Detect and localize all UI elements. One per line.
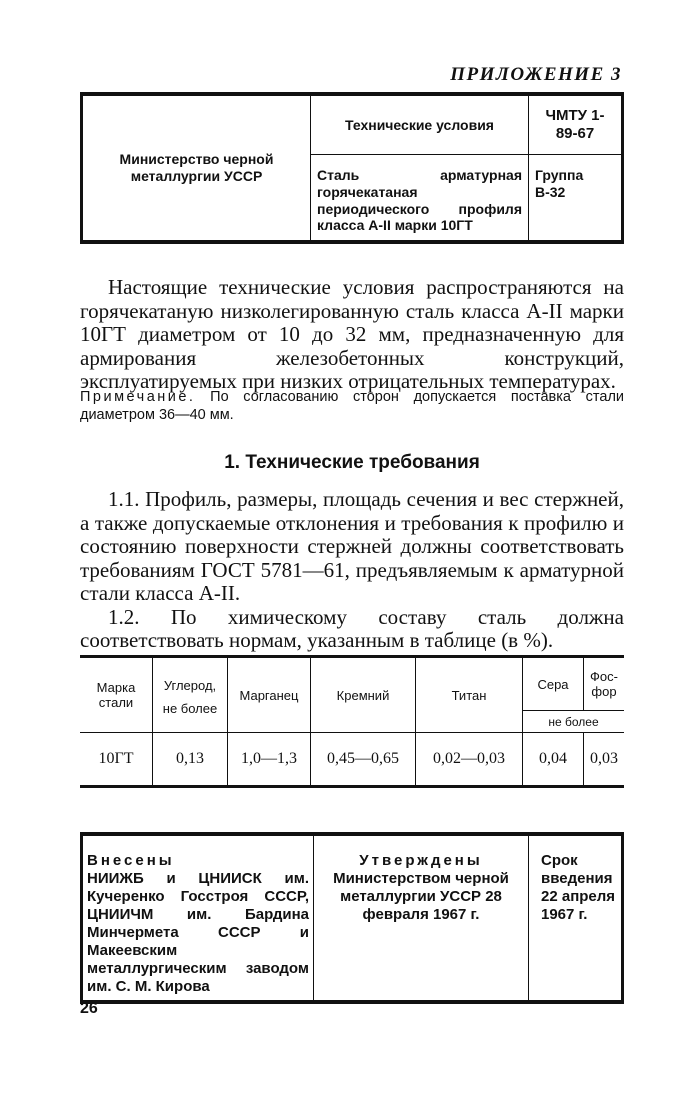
introduced-label: Внесены [87, 852, 175, 869]
header-table [80, 92, 624, 244]
introduced-text: НИИЖБ и ЦНИИСК им. Кучеренко Госстроя СССР, ЦНИИЧМ им. Бардина Минчермета СССР и Макеевским металлургическим заводом им. С. М. Кирова [87, 870, 309, 995]
approved-cell [314, 834, 529, 1002]
requirements-body [80, 488, 624, 653]
header-carbon [153, 657, 228, 733]
cell-phosphorus: 0,03 [584, 733, 625, 787]
header-sulfur: Сера [523, 657, 584, 711]
intro-text: Настоящие технические условия распространяются на горячекатаную низколегированную сталь класса А-II марки 10ГТ диаметром от 10 до 32 мм, предназначенную для армирования железобетонных конструкций, эксплуатируемых при низких отрицательных температурах. [80, 275, 624, 393]
note [80, 388, 624, 424]
header-sp-sub: не более [523, 711, 625, 733]
page-number: 26 [80, 1000, 98, 1017]
header-carbon-label: Углерод, [163, 678, 217, 693]
cell-grade: 10ГТ [80, 733, 153, 787]
approved-label: Утверждены [359, 852, 483, 869]
subject-cell: Сталь арматурная горячекатаная периодического профиля класса A-II марки 10ГТ [311, 155, 529, 243]
cell-sulfur: 0,04 [523, 733, 584, 787]
introduced-cell [82, 834, 314, 1002]
group-cell: Группа В-32 [529, 155, 623, 243]
approved-text: Министерством черной металлургии УССР 28 февраля 1967 г. [333, 870, 509, 923]
note-text: По согласованию сторон допускается поставка стали диаметром 36—40 мм. [80, 389, 625, 423]
cell-carbon: 0,13 [153, 733, 228, 787]
item-1-2: 1.2. По химическому составу сталь должна соответствовать нормам, указанным в таблице (в %). [80, 604, 624, 652]
header-grade: Марка стали [80, 657, 153, 733]
cell-silicon: 0,45—0,65 [311, 733, 416, 787]
intro-paragraph [80, 276, 624, 394]
appendix-label: ПРИЛОЖЕНИЕ 3 [450, 64, 622, 85]
approval-table [80, 832, 624, 1004]
cell-manganese: 1,0—1,3 [228, 733, 311, 787]
chemical-composition-table [80, 655, 624, 788]
note-label: Примечание. [80, 389, 196, 405]
tech-conditions-cell: Технические условия [311, 94, 529, 155]
header-carbon-sub: не более [162, 701, 218, 716]
section-title: 1. Технические требования [224, 452, 480, 473]
code-cell: ЧМТУ 1-89-67 [529, 94, 623, 155]
header-phosphorus: Фос-фор [584, 657, 625, 711]
cell-titanium: 0,02—0,03 [416, 733, 523, 787]
header-manganese: Марганец [228, 657, 311, 733]
item-1-1: 1.1. Профиль, размеры, площадь сечения и вес стержней, а также допускаемые отклонения и требования к профилю и состоянию поверхности стержней должны соответствовать требованиям ГОСТ 5781—61, предъявляемым к арматурной стали класса А-II. [80, 487, 624, 605]
ministry-cell: Министерство черной металлургии УССР [82, 94, 311, 242]
header-silicon: Кремний [311, 657, 416, 733]
header-titanium: Титан [416, 657, 523, 733]
term-cell: Срок введения 22 апреля 1967 г. [529, 834, 623, 1002]
